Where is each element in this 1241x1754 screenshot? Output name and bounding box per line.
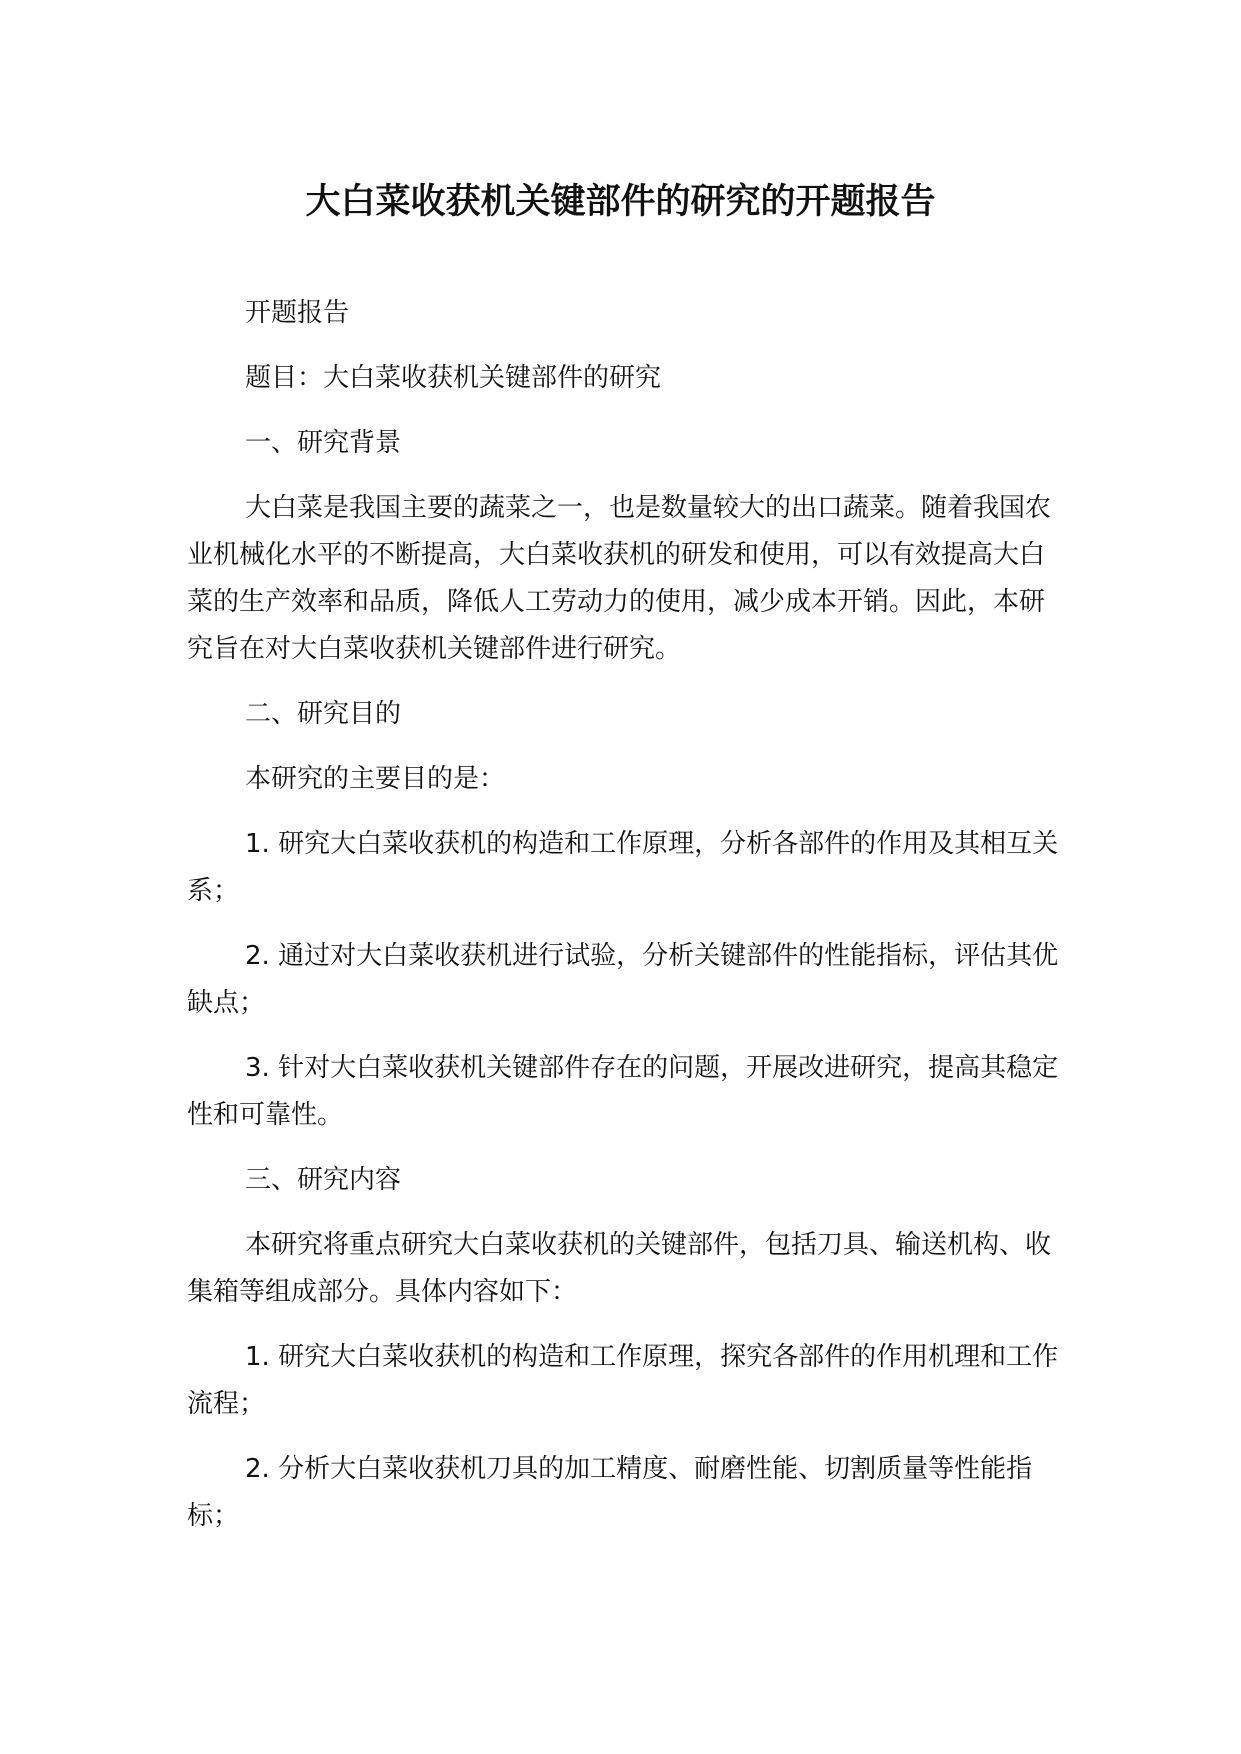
document-title: 大白菜收获机关键部件的研究的开题报告 bbox=[305, 182, 936, 222]
list-item-purpose-2: 2. 通过对大白菜收获机进行试验，分析关键部件的性能指标，评估其优缺点； bbox=[187, 941, 1059, 1018]
list-item-content-2: 2. 分析大白菜收获机刀具的加工精度、耐磨性能、切割质量等性能指标； bbox=[187, 1454, 1033, 1531]
heading-purpose: 二、研究目的 bbox=[245, 699, 402, 729]
document-body bbox=[187, 290, 1067, 1540]
paragraph-background: 大白菜是我国主要的蔬菜之一，也是数量较大的出口蔬菜。随着我国农业机械化水平的不断提高，大白菜收获机的研发和使用，可以有效提高大白菜的生产效率和品质，降低人工劳动力的使用，减少成本开销。因此，本研究旨在对大白菜收获机关键部件进行研究。 bbox=[187, 493, 1052, 664]
paragraph-content-intro: 本研究将重点研究大白菜收获机的关键部件，包括刀具、输送机构、收集箱等组成部分。具体内容如下： bbox=[187, 1230, 1052, 1307]
paragraph-report-label: 开题报告 bbox=[245, 298, 350, 328]
heading-background: 一、研究背景 bbox=[245, 428, 402, 458]
list-item-purpose-1: 1. 研究大白菜收获机的构造和工作原理，分析各部件的作用及其相互关系； bbox=[187, 829, 1059, 906]
paragraph-purpose-intro: 本研究的主要目的是： bbox=[245, 764, 506, 794]
heading-content: 三、研究内容 bbox=[245, 1165, 402, 1195]
list-item-content-1: 1. 研究大白菜收获机的构造和工作原理，探究各部件的作用机理和工作流程； bbox=[187, 1342, 1059, 1419]
paragraph-topic: 题目：大白菜收获机关键部件的研究 bbox=[245, 363, 662, 393]
list-item-purpose-3: 3. 针对大白菜收获机关键部件存在的问题，开展改进研究，提高其稳定性和可靠性。 bbox=[187, 1053, 1059, 1130]
